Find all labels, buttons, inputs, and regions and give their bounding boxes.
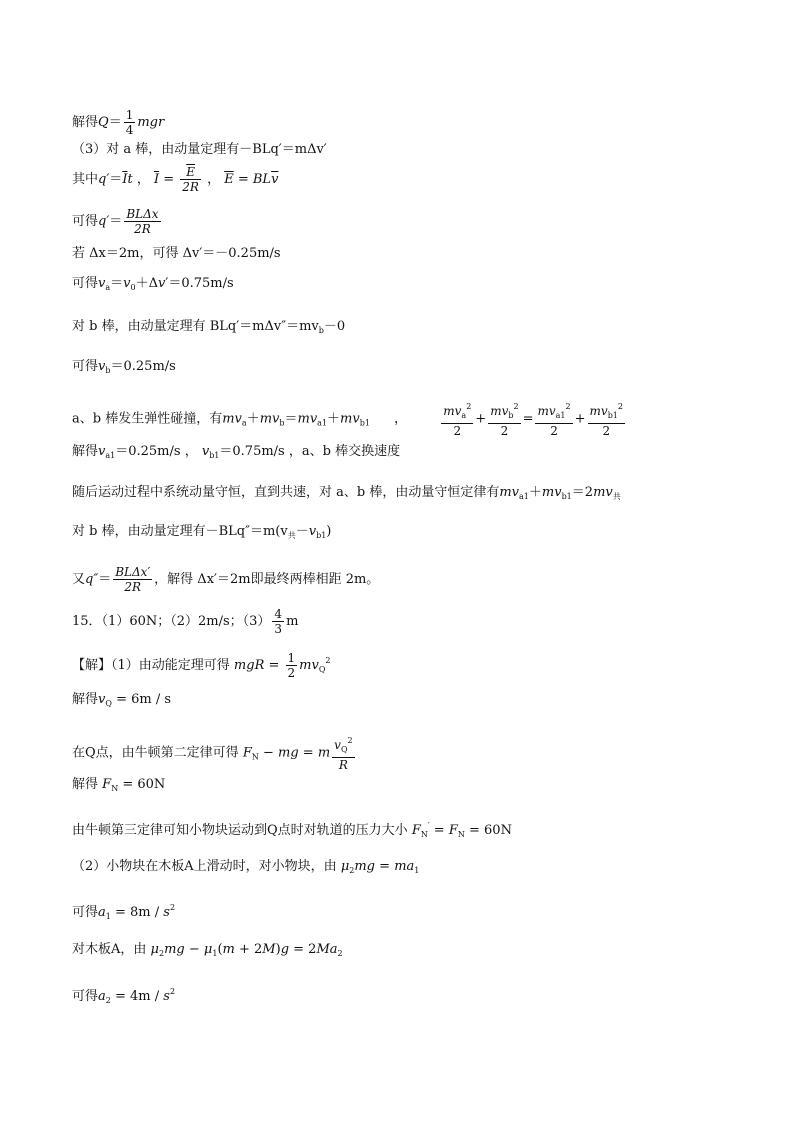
fraction-blx2-2r: $\frac{\text{BLΔx′}}{2R}$ [115, 565, 151, 594]
fraction-1-2: $\frac{1}{2}$ [287, 651, 296, 680]
text-segment: 对 b 棒，由动量定理有－BLq″＝m(v [72, 524, 288, 539]
text-segment: ，a、b 棒交换速度 [288, 444, 401, 459]
text-segment: 解得 [72, 444, 99, 459]
text-segment: 可得 [72, 276, 99, 291]
solution-line-16: 解得$v_Q = 6m / s$ [72, 692, 172, 708]
text-segment: 解得 [72, 692, 99, 707]
fraction-energy-3: $\frac{mv_{a1}^2}{2}$ [537, 402, 571, 438]
solution-line-19: 由牛顿第三定律可知小物块运动到Q点时对轨道的压力大小 $F_N' = F_N = 60N$ [72, 821, 512, 839]
solution-line-14: 15．（1）60N；（2）2m/s；（3） $\frac{4}{3}$ m [72, 607, 299, 636]
solution-line-10: 解得$v_{a1}=0.25m/s$ ， $v_{b1}=0.75m/s$ ，a、b 棒交换速度 [72, 444, 401, 460]
text-segment: 对木板A，由 [72, 942, 147, 957]
fraction-energy-2: $\frac{mv_b^2}{2}$ [490, 402, 519, 438]
text-segment: 对 b 棒，由动量定理有 BLq′＝mΔv″＝mv [72, 319, 319, 334]
fraction-e-2r: $\frac{\overline{E}}{2R}$ [182, 165, 199, 194]
math-q: Q [98, 115, 109, 130]
solution-line-23: 可得$a_2 = 4m / s^2$ [72, 987, 176, 1005]
solution-line-3: 其中$q'=\overline{I}t$ ， $\overline{I}$ = $\frac{\overline{E}}{2R}$ ， $\overline{E} = BL\overline{v}$ [72, 165, 279, 194]
solution-line-8: 可得$v_b=0.25m/s$ [72, 359, 176, 375]
fraction-energy-4: $\frac{mv_{b1}^2}{2}$ [589, 402, 623, 438]
solution-line-6: 可得$v_a=v_0+\Delta v'=0.75m/s$ [72, 276, 234, 292]
fraction-energy-1: $\frac{mv_a^2}{2}$ [443, 402, 472, 438]
solution-line-22: 对木板A，由 $\mu_2mg - \mu_1(m + 2M)g = 2Ma_2$ [72, 942, 343, 958]
text-segment: 可得 [72, 214, 99, 229]
fraction-blx-2r: $\frac{\text{BLΔx}}{2R}$ [126, 207, 159, 236]
solution-line-15: 【解】（1）由动能定理可得 mgR = $\frac{1}{2}$ $mv_Q^2$ [72, 651, 331, 680]
text-segment: ，解得 Δx′＝2m即最终两棒相距 2m。 [154, 572, 380, 587]
solution-line-11: 随后运动过程中系统动量守恒，直到共速，对 a、b 棒，由动量守恒定律有$mv_{a1}+mv_{b1}=2mv_共$ [72, 485, 621, 501]
text-segment: （2）小物块在木板A上滑动时，对小物块，由 [72, 859, 337, 874]
math-mgr: mgr [137, 115, 165, 130]
solution-line-18: 解得 $F_N = 60N$ [72, 777, 166, 793]
text-segment: 可得 [72, 905, 99, 920]
fraction-1-4: $\frac{1}{4}$ [125, 108, 134, 137]
text-segment: 其中 [72, 172, 99, 187]
fraction-vq2-r: $\frac{v_Q^2}{R}$ [334, 736, 353, 772]
solution-line-7: 对 b 棒，由动量定理有 $BLq'=m\Delta v''=mv_b-0$ [72, 319, 346, 335]
text-segment: a、b 棒发生弹性碰撞，有 [72, 411, 223, 427]
solution-line-17: 在Q点，由牛顿第二定律可得 $F_N$ − mg = m $\frac{v_Q^2}{R}$ [72, 736, 353, 772]
text-segment: 可得 [72, 989, 99, 1004]
text-segment: 15．（1）60N；（2）2m/s；（3） [72, 614, 271, 629]
text-segment: 可得 [72, 359, 99, 374]
text-segment: 解得 [72, 777, 99, 792]
solution-line-4: 可得q′＝ $\frac{\text{BLΔx}}{2R}$ [72, 207, 159, 236]
solution-line-9: a、b 棒发生弹性碰撞，有$mv_a+mv_b=mv_{a1}+mv_{b1}$ ， $\frac{mv_a^2}{2}$ + $\frac{mv_b^2}{2}$ = $\frac{mv_{a1}^2}{2}$ + $\frac{mv_{b1}^2}{2}$ [72, 402, 623, 438]
fraction-4-3: $\frac{4}{3}$ [274, 607, 283, 636]
solution-line-20: （2）小物块在木板A上滑动时，对小物块，由 $\mu_2mg = ma_1$ [72, 859, 420, 875]
solution-line-12: 对 b 棒，由动量定理有$-BLq''=m(v_共-v_{b1})$ [72, 524, 332, 540]
solution-line-2: （3）对 a 棒，由动量定理有－BLq′＝mΔv′ [72, 142, 327, 157]
solution-line-5: 若 Δx＝2m，可得 Δv′＝－0.25m/s [72, 246, 281, 261]
solution-line-1: 解得Q＝ $\frac{1}{4}$ mgr [72, 108, 165, 137]
text-segment: 由牛顿第三定律可知小物块运动到Q点时对轨道的压力大小 [72, 823, 408, 838]
text-segment: 又 [72, 572, 86, 587]
text-segment: 随后运动过程中系统动量守恒，直到共速，对 a、b 棒，由动量守恒定律有 [72, 485, 500, 500]
text-segment: 解得 [72, 115, 99, 130]
text-segment: 在Q点，由牛顿第二定律可得 [72, 745, 239, 761]
text-segment: 【解】（1）由动能定理可得 [72, 658, 230, 673]
solution-line-13: 又q″＝ $\frac{\text{BLΔx′}}{2R}$ ，解得 Δx′＝2m即最终两棒相距 2m。 [72, 565, 380, 594]
solution-line-21: 可得$a_1 = 8m / s^2$ [72, 903, 176, 921]
